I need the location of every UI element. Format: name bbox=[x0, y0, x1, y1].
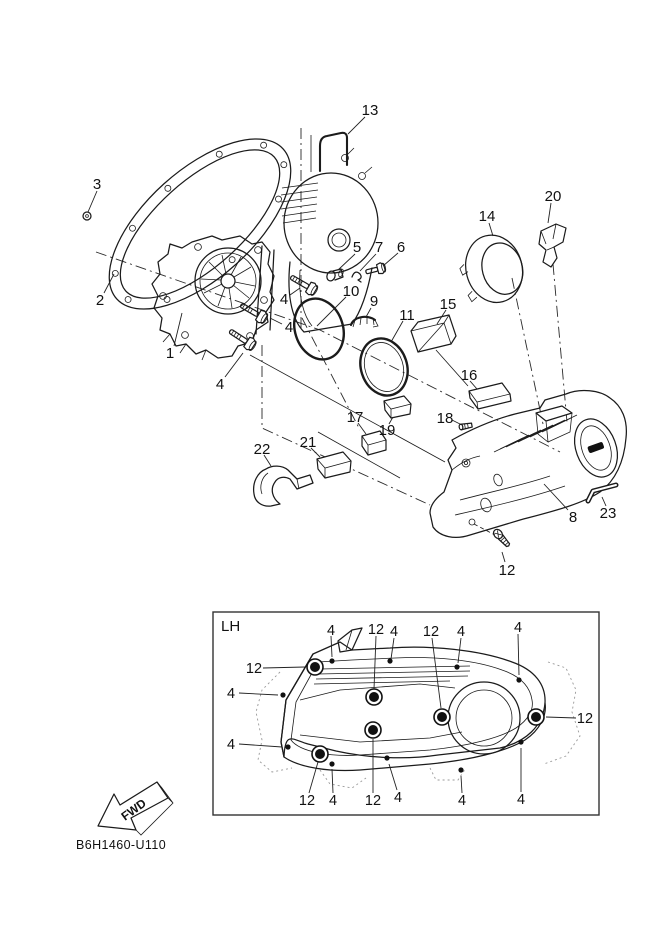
screw-part-12 bbox=[492, 528, 512, 549]
callout-label-13: 13 bbox=[361, 102, 379, 119]
screw-point-4 bbox=[387, 658, 392, 663]
callout-label-4: 4 bbox=[456, 624, 466, 640]
callout-label-1: 1 bbox=[165, 345, 175, 362]
clip-part-7 bbox=[352, 272, 361, 282]
callout-label-12: 12 bbox=[298, 793, 316, 809]
dowel-part-3 bbox=[83, 212, 91, 220]
callout-label-4: 4 bbox=[326, 623, 336, 639]
seal-part-11 bbox=[353, 332, 415, 401]
main-callout-layer bbox=[88, 102, 616, 579]
callout-label-5: 5 bbox=[352, 239, 362, 256]
screw-point-4 bbox=[280, 692, 285, 697]
bolt-point-12 bbox=[368, 725, 378, 735]
damper-part-20 bbox=[539, 224, 566, 267]
callout-label-15: 15 bbox=[439, 296, 457, 313]
screw-point-4 bbox=[285, 744, 290, 749]
callout-leader-4 bbox=[290, 288, 300, 295]
callout-leader-8 bbox=[544, 484, 568, 510]
callout-leader-11 bbox=[391, 321, 403, 342]
screw-point-4 bbox=[516, 677, 521, 682]
callout-label-23: 23 bbox=[599, 505, 617, 522]
damper-part-19 bbox=[384, 396, 411, 418]
callout-label-14: 14 bbox=[478, 208, 496, 225]
callout-label-17: 17 bbox=[346, 409, 364, 426]
callout-leader-3 bbox=[88, 191, 97, 212]
callout-label-19: 19 bbox=[378, 422, 396, 439]
screw-point-4 bbox=[518, 739, 523, 744]
callout-label-4: 4 bbox=[226, 686, 236, 702]
callout-label-4: 4 bbox=[215, 376, 225, 393]
callout-label-4: 4 bbox=[513, 620, 523, 636]
bolt-point-12 bbox=[310, 662, 320, 672]
bolt-point-12 bbox=[437, 712, 447, 722]
screw-point-4 bbox=[454, 664, 459, 669]
callout-label-4: 4 bbox=[279, 291, 289, 308]
bolt-point-12 bbox=[531, 712, 541, 722]
callout-label-12: 12 bbox=[367, 622, 385, 638]
callout-label-4: 4 bbox=[516, 792, 526, 808]
drawing-code: B6H1460-U110 bbox=[76, 838, 167, 852]
callout-leader-12 bbox=[502, 552, 505, 562]
callout-leader-13 bbox=[348, 117, 365, 134]
fwd-label: FWD bbox=[118, 796, 149, 824]
damper-part-15 bbox=[411, 315, 456, 352]
bolt-part-6 bbox=[365, 262, 387, 278]
bolt-point-12 bbox=[315, 749, 325, 759]
wire-part-13 bbox=[311, 133, 347, 172]
callout-label-6: 6 bbox=[396, 239, 406, 256]
callout-label-4: 4 bbox=[284, 319, 294, 336]
callout-label-18: 18 bbox=[436, 410, 454, 427]
callout-label-4: 4 bbox=[393, 790, 403, 806]
inset-title: LH bbox=[221, 618, 241, 635]
callout-label-4: 4 bbox=[226, 737, 236, 753]
bolt-point-12 bbox=[369, 692, 379, 702]
bolt-part-4-c bbox=[226, 326, 258, 353]
screw-point-4 bbox=[384, 755, 389, 760]
callout-label-4: 4 bbox=[457, 793, 467, 809]
pin-part-23 bbox=[588, 485, 616, 501]
callout-label-12: 12 bbox=[364, 793, 382, 809]
crankcase-part-8 bbox=[430, 391, 626, 538]
callout-label-21: 21 bbox=[299, 434, 317, 451]
duct-part-22 bbox=[254, 466, 313, 506]
screw-point-4 bbox=[329, 761, 334, 766]
lh-inset bbox=[213, 612, 599, 815]
fwd-arrow bbox=[98, 782, 173, 835]
washer-part-9 bbox=[351, 317, 378, 327]
callout-label-10: 10 bbox=[342, 283, 360, 300]
screw-part-18 bbox=[459, 422, 473, 430]
callout-label-12: 12 bbox=[498, 562, 516, 579]
screw-point-4 bbox=[329, 658, 334, 663]
callout-label-12: 12 bbox=[422, 624, 440, 640]
callout-leader-4 bbox=[270, 318, 282, 324]
callout-leader-6 bbox=[383, 253, 398, 266]
center-lines bbox=[96, 128, 567, 505]
callout-label-9: 9 bbox=[369, 293, 379, 310]
callout-label-4: 4 bbox=[328, 793, 338, 809]
screw-point-4 bbox=[458, 767, 463, 772]
callout-leader-1 bbox=[174, 313, 182, 346]
callout-label-12: 12 bbox=[576, 711, 594, 727]
plug-part-5 bbox=[326, 269, 345, 283]
callout-label-16: 16 bbox=[460, 367, 478, 384]
seal-ring-part-14 bbox=[453, 229, 530, 310]
callout-label-22: 22 bbox=[253, 441, 271, 458]
callout-label-11: 11 bbox=[399, 307, 415, 324]
callout-label-2: 2 bbox=[95, 292, 105, 309]
callout-label-12: 12 bbox=[245, 661, 263, 677]
callout-label-4: 4 bbox=[389, 624, 399, 640]
callout-label-8: 8 bbox=[568, 509, 578, 526]
callout-label-3: 3 bbox=[92, 176, 102, 193]
callout-leader-20 bbox=[548, 203, 551, 223]
callout-label-20: 20 bbox=[544, 188, 562, 205]
callout-label-7: 7 bbox=[374, 239, 384, 256]
